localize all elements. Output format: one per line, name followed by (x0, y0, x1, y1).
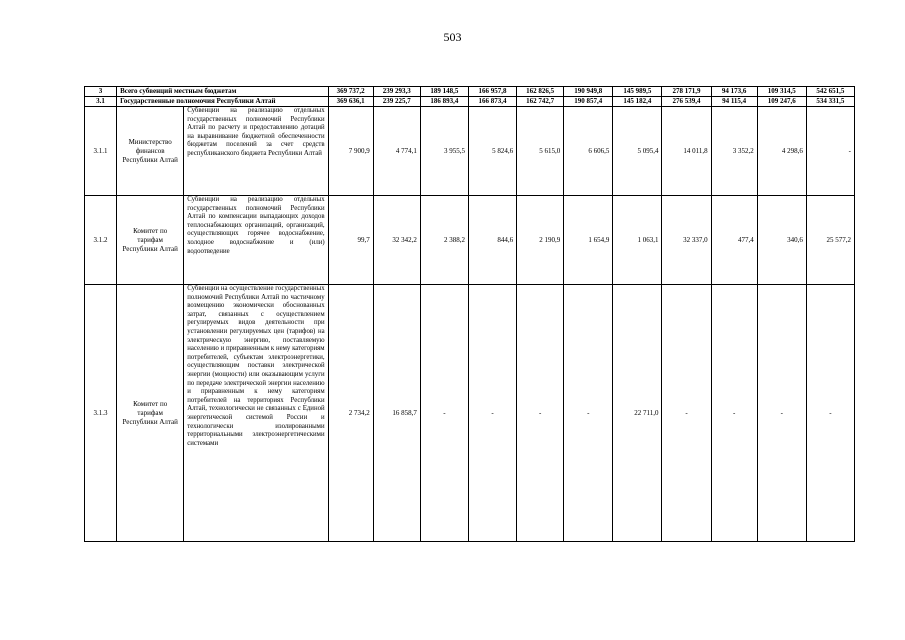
table-row (85, 107, 855, 196)
value-cell: - (806, 107, 854, 196)
value-cell: 186 893,4 (420, 97, 468, 107)
table-row (85, 285, 855, 542)
value-cell: 32 337,0 (662, 196, 711, 285)
value-cell: 5 615,0 (517, 107, 564, 196)
value-cell: 1 063,1 (613, 196, 662, 285)
value-cell: 3 352,2 (711, 107, 757, 196)
row-description: Субвенции на реализацию отдельных государственных полномочий Республики Алтай по расчету и предоставлению дотаций на выравнивание бюджетной обеспеченности бюджетам поселений за счет средств республиканского бюджета Республики Алтай (184, 107, 328, 196)
value-cell: - (468, 285, 516, 542)
value-cell: 5 824,6 (468, 107, 516, 196)
value-cell: 239 293,3 (373, 87, 420, 97)
value-cell: 94 173,6 (711, 87, 757, 97)
row-administrator: Министерство финансов Республики Алтай (117, 107, 184, 196)
value-cell: 166 873,4 (468, 97, 516, 107)
value-cell: - (420, 285, 468, 542)
value-cell: - (662, 285, 711, 542)
value-cell: 145 989,5 (613, 87, 662, 97)
value-cell: 3 955,5 (420, 107, 468, 196)
value-cell: 534 331,5 (806, 97, 854, 107)
value-cell: 2 734,2 (328, 285, 373, 542)
value-cell: - (517, 285, 564, 542)
value-cell: 32 342,2 (373, 196, 420, 285)
value-cell: 109 247,6 (757, 97, 806, 107)
row-administrator: Комитет по тарифам Республики Алтай (117, 196, 184, 285)
value-cell: 5 095,4 (613, 107, 662, 196)
value-cell: 22 711,0 (613, 285, 662, 542)
value-cell: - (806, 285, 854, 542)
value-cell: 166 957,8 (468, 87, 516, 97)
budget-table (84, 86, 855, 542)
value-cell: 162 742,7 (517, 97, 564, 107)
row-number: 3.1.2 (85, 196, 117, 285)
value-cell: - (711, 285, 757, 542)
value-cell: 369 737,2 (328, 87, 373, 97)
value-cell: 145 182,4 (613, 97, 662, 107)
value-cell: 7 900,9 (328, 107, 373, 196)
value-cell: 477,4 (711, 196, 757, 285)
value-cell: 6 606,5 (564, 107, 613, 196)
table-row (85, 196, 855, 285)
value-cell: 2 190,9 (517, 196, 564, 285)
row-number: 3 (85, 87, 117, 97)
row-description: Субвенции на реализацию отдельных государственных полномочий Республики Алтай по компенсации выпадающих доходов теплоснабжающих организаций, организаций, осуществляющих горячее водоснабжение, холодное водоснабжение и (или) водоотведение (184, 196, 328, 285)
value-cell: 340,6 (757, 196, 806, 285)
value-cell: 94 115,4 (711, 97, 757, 107)
row-number: 3.1.1 (85, 107, 117, 196)
value-cell: 190 949,8 (564, 87, 613, 97)
value-cell: 4 298,6 (757, 107, 806, 196)
value-cell: 844,6 (468, 196, 516, 285)
row-description: Субвенции на осуществление государственных полномочий Республики Алтай по частичному возмещению экономически обоснованных затрат, связанных с осуществлением регулируемых видов деятельности при установлении регулируемых цен (тарифов) на электрическую энергию, поставляемую населению и приравненным к нему категориям потребителей, субъектам электроэнергетики, осуществляющим поставки электрической энергии (мощности) или оказывающим услуги по передаче электрической энергии населению и приравненным к нему категориям потребителей на территориях Республики Алтай, технологически не связанных с Единой энергетической системой России и технологически изолированными территориальными электроэнергетическими системами (184, 285, 328, 542)
value-cell: 2 388,2 (420, 196, 468, 285)
value-cell: 16 858,7 (373, 285, 420, 542)
value-cell: 1 654,9 (564, 196, 613, 285)
value-cell: 4 774,1 (373, 107, 420, 196)
value-cell: 239 225,7 (373, 97, 420, 107)
value-cell: - (757, 285, 806, 542)
value-cell: 542 651,5 (806, 87, 854, 97)
row-number: 3.1.3 (85, 285, 117, 542)
value-cell: 162 826,5 (517, 87, 564, 97)
row-title: Всего субвенций местным бюджетам (117, 87, 329, 97)
value-cell: 369 636,1 (328, 97, 373, 107)
value-cell: 189 148,5 (420, 87, 468, 97)
value-cell: 99,7 (328, 196, 373, 285)
value-cell: 14 011,8 (662, 107, 711, 196)
row-number: 3.1 (85, 97, 117, 107)
value-cell: 25 577,2 (806, 196, 854, 285)
value-cell: 190 857,4 (564, 97, 613, 107)
page-number: 503 (443, 30, 462, 44)
value-cell: 276 539,4 (662, 97, 711, 107)
row-administrator: Комитет по тарифам Республики Алтай (117, 285, 184, 542)
row-title: Государственные полномочия Республики Алтай (117, 97, 329, 107)
table-row (85, 97, 855, 107)
value-cell: 109 314,5 (757, 87, 806, 97)
value-cell: - (564, 285, 613, 542)
table-row (85, 87, 855, 97)
value-cell: 278 171,9 (662, 87, 711, 97)
